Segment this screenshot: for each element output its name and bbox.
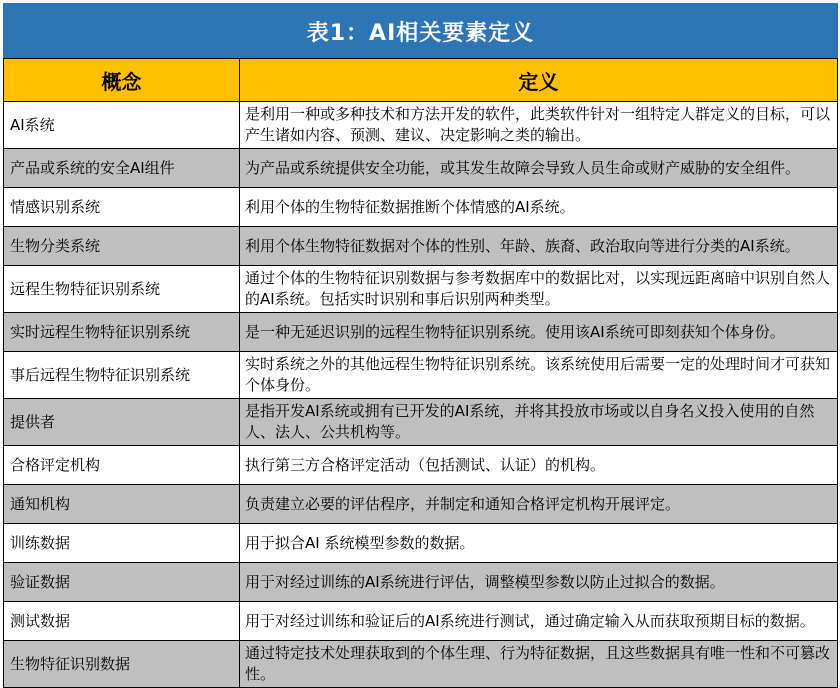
concept-cell: 测试数据 <box>4 602 240 641</box>
definition-cell: 是利用一种或多种技术和方法开发的软件，此类软件针对一组特定人群定义的目标，可以产生诸如内容、预测、建议、决定影响之类的输出。 <box>240 102 838 149</box>
table-row <box>4 227 838 266</box>
table-row <box>4 266 838 313</box>
definition-cell: 为产品或系统提供安全功能，或其发生故障会导致人员生命或财产威胁的安全组件。 <box>240 149 838 188</box>
concept-cell: 产品或系统的安全AI组件 <box>4 149 240 188</box>
concept-cell: 通知机构 <box>4 485 240 524</box>
concept-cell: 生物特征识别数据 <box>4 641 240 688</box>
table-row <box>4 352 838 399</box>
table-title: 表1：AI相关要素定义 <box>4 4 838 59</box>
concept-cell: AI系统 <box>4 102 240 149</box>
concept-cell: 验证数据 <box>4 563 240 602</box>
table-row <box>4 641 838 688</box>
definition-cell: 用于对经过训练的AI系统进行评估，调整模型参数以防止过拟合的数据。 <box>240 563 838 602</box>
table-row <box>4 524 838 563</box>
concept-cell: 远程生物特征识别系统 <box>4 266 240 313</box>
definition-cell: 是一种无延迟识别的远程生物特征识别系统。使用该AI系统可即刻获知个体身份。 <box>240 313 838 352</box>
table-row <box>4 313 838 352</box>
concept-cell: 生物分类系统 <box>4 227 240 266</box>
concept-cell: 情感识别系统 <box>4 188 240 227</box>
definition-cell: 用于拟合AI 系统模型参数的数据。 <box>240 524 838 563</box>
concept-cell: 实时远程生物特征识别系统 <box>4 313 240 352</box>
definition-cell: 利用个体生物特征数据对个体的性别、年龄、族裔、政治取向等进行分类的AI系统。 <box>240 227 838 266</box>
concept-cell: 事后远程生物特征识别系统 <box>4 352 240 399</box>
table-row <box>4 188 838 227</box>
column-header-concept: 概念 <box>4 59 240 102</box>
table-title-row <box>4 4 838 59</box>
concept-cell: 提供者 <box>4 399 240 446</box>
definition-cell: 用于对经过训练和验证后的AI系统进行测试，通过确定输入从而获取预期目标的数据。 <box>240 602 838 641</box>
concept-cell: 训练数据 <box>4 524 240 563</box>
table-row <box>4 485 838 524</box>
table-row <box>4 399 838 446</box>
definition-cell: 实时系统之外的其他远程生物特征识别系统。该系统使用后需要一定的处理时间才可获知个体身份。 <box>240 352 838 399</box>
definition-cell: 通过特定技术处理获取到的个体生理、行为特征数据，且这些数据具有唯一性和不可篡改性。 <box>240 641 838 688</box>
table-row <box>4 102 838 149</box>
table-header-row <box>4 59 838 102</box>
table-row <box>4 446 838 485</box>
table-row <box>4 563 838 602</box>
table-row <box>4 602 838 641</box>
definition-cell: 是指开发AI系统或拥有已开发的AI系统，并将其投放市场或以自身名义投入使用的自然人、法人、公共机构等。 <box>240 399 838 446</box>
definition-cell: 负责建立必要的评估程序，并制定和通知合格评定机构开展评定。 <box>240 485 838 524</box>
table-row <box>4 149 838 188</box>
concept-cell: 合格评定机构 <box>4 446 240 485</box>
column-header-definition: 定义 <box>240 59 838 102</box>
definition-cell: 执行第三方合格评定活动（包括测试、认证）的机构。 <box>240 446 838 485</box>
definition-cell: 通过个体的生物特征识别数据与参考数据库中的数据比对，以实现远距离暗中识别自然人的AI系统。包括实时识别和事后识别两种类型。 <box>240 266 838 313</box>
ai-definitions-table <box>3 3 838 688</box>
definition-cell: 利用个体的生物特征数据推断个体情感的AI系统。 <box>240 188 838 227</box>
